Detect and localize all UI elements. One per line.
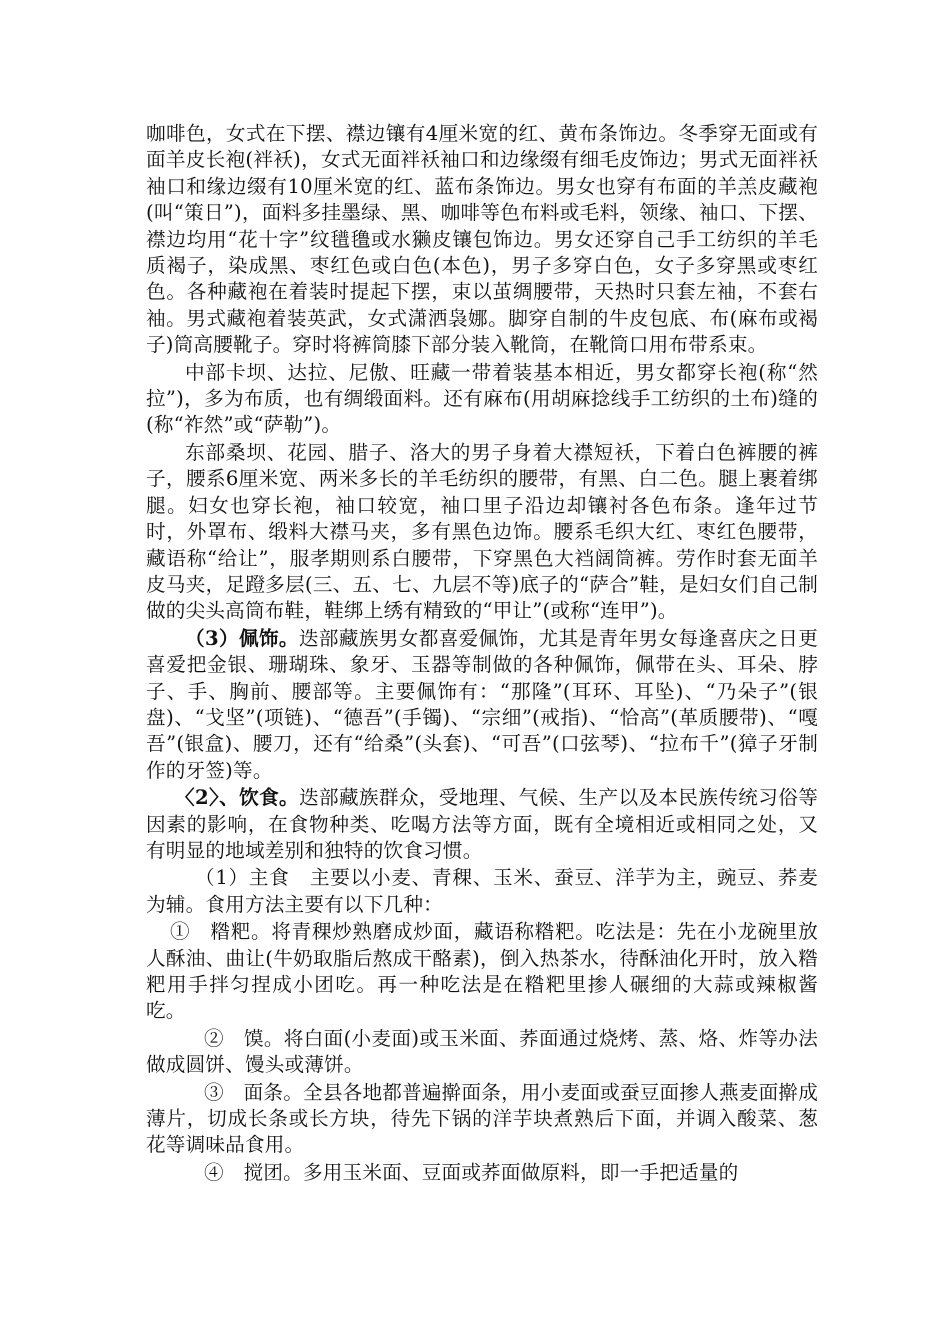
paragraph-ornaments	[146, 626, 818, 784]
document-page	[146, 121, 818, 1186]
paragraph-clothing-west: 咖啡色，女式在下摆、襟边镶有4厘米宽的红、黄布条饰边。冬季穿无面或有面羊皮长袍(袢袄)，女式无面袢袄袖口和边缘缀有细毛皮饰边；男式无面袢袄袖口和缘边缀有10厘米宽的红、蓝布条饰边。男女也穿有布面的羊羔皮藏袍(叫“策日”)，面料多挂墨绿、黑、咖啡等色布料或毛料，领缘、袖口、下摆、襟边均用“花十字”纹氆氇或水獭皮镶包饰边。男女还穿自己手工纺织的羊毛质褐子，染成黑、枣红色或白色(本色)，男子多穿白色，女子多穿黑或枣红色。各种藏袍在着装时提起下摆，束以茧绸腰带，天热时只套左袖，不套右袖。男式藏袍着装英武，女式潇洒袅娜。脚穿自制的牛皮包底、布(麻布或褐子)筒高腰靴子。穿时将裤筒膝下部分装入靴筒，在靴筒口用布带系束。	[146, 122, 818, 357]
section-heading-ornaments: （3）佩饰。	[185, 626, 299, 650]
paragraph-clothing-central: 中部卡坝、达拉、尼傲、旺藏一带着装基本相近，男女都穿长袍(称“然拉”)，多为布质，也有绸缎面料。还有麻布(用胡麻捻线手工纺织的土布)缝的(称“祚然”或“萨勒”)。	[146, 360, 818, 437]
paragraph-jiaotuan: ④ 搅团。多用玉米面、豆面或荞面做原料，即一手把适量的	[204, 1160, 739, 1184]
paragraph-ornaments-body: 迭部藏族男女都喜爱佩饰，尤其是青年男女每逢喜庆之日更喜爱把金银、珊瑚珠、象牙、玉器等制做的各种佩饰，佩带在头、耳朵、脖子、手、胸前、腰部等。主要佩饰有：“那隆”(耳环、耳坠)、“乃朵子”(银盘)、“戈坚”(项链)、“德吾”(手镯)、“宗细”(戒指)、“恰高”(革质腰带)、“嘎吾”(银盒)、腰刀，还有“给桑”(头套)、“可吾”(口弦琴)、“拉布千”(獐子牙制作的牙签)等。	[146, 626, 819, 782]
paragraph-noodles: ③ 面条。全县各地都普遍擀面条，用小麦面或蚕豆面掺人燕麦面擀成薄片，切成长条或长方块，待先下锅的洋芋块煮熟后下面，并调入酸菜、葱花等调味品食用。	[146, 1080, 818, 1157]
paragraph-staple-food: （1）主食 主要以小麦、青稞、玉米、蚕豆、洋芋为主，豌豆、荞麦为辅。食用方法主要有以下几种：	[146, 866, 818, 916]
paragraph-tsampa: ① 糌粑。将青稞炒熟磨成炒面，藏语称糌粑。吃法是：先在小龙碗里放人酥油、曲让(牛奶取脂后熬成干酪素)，倒入热茶水，待酥油化开时，放入糌粑用手拌匀捏成小团吃。再一种吃法是在糌粑里掺人碾细的大蒜或辣椒酱吃。	[146, 920, 818, 1023]
paragraph-steamed-bread: ② 馍。将白面(小麦面)或玉米面、荞面通过烧烤、蒸、烙、炸等办法做成圆饼、馒头或薄饼。	[146, 1026, 818, 1077]
paragraph-clothing-east: 东部桑坝、花园、腊子、洛大的男子身着大襟短袄，下着白色裤腰的裤子，腰系6厘米宽、两米多长的羊毛纺织的腰带，有黑、白二色。腿上裹着绑腿。妇女也穿长袍，袖口较宽，袖口里子沿边却镶衬各色布条。逢年过节时，外罩布、缎料大襟马夹，多有黑色边饰。腰系毛织大红、枣红色腰带，藏语称“给让”，服孝期则系白腰带，下穿黑色大裆阔筒裤。劳作时套无面羊皮马夹，足蹬多层(三、五、七、九层不等)底子的“萨合”鞋，是妇女们自己制做的尖头高筒布鞋，鞋绑上绣有精致的“甲让”(或称“连甲”)。	[146, 440, 818, 623]
section-heading-diet: 〈2〉、饮食。	[175, 786, 300, 810]
paragraph-diet	[146, 785, 818, 864]
paragraph-diet-body: 迭部藏族群众，受地理、气候、生产以及本民族传统习俗等因素的影响，在食物种类、吃喝方法等方面，既有全境相近或相同之处，又有明显的地域差别和独特的饮食习惯。	[146, 786, 818, 862]
